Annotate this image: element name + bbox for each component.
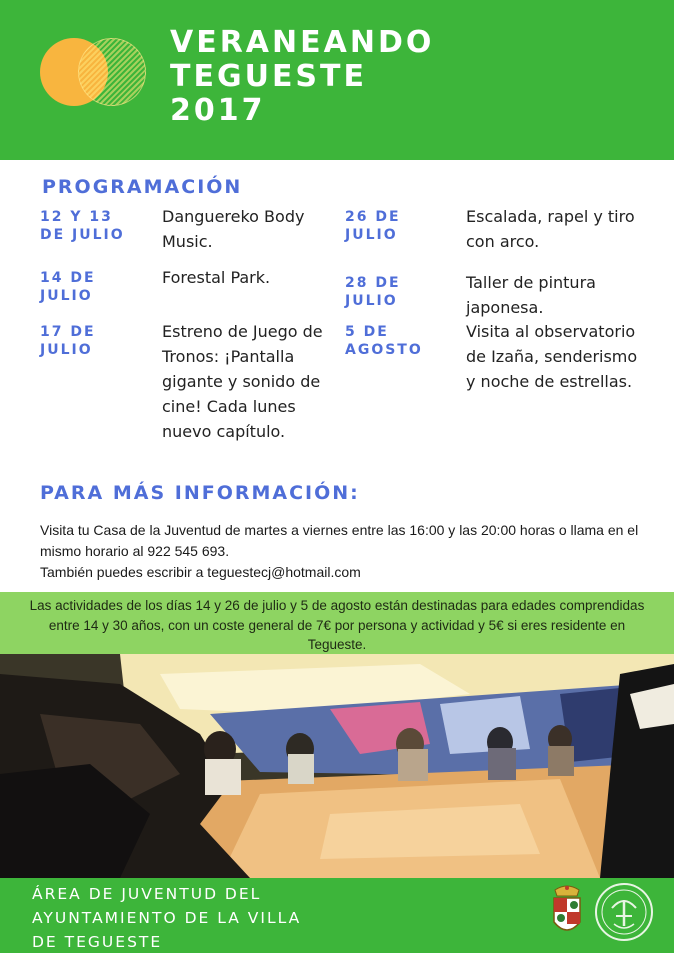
event-taller-pintura: Taller de pintura japonesa. — [466, 273, 596, 317]
youth-center-seal-icon — [592, 880, 656, 944]
logo-circle-hatched-icon — [78, 38, 146, 106]
date-28-julio: 28 DE JULIO — [345, 275, 401, 309]
event-photo — [0, 654, 674, 878]
event-forestal-park: Forestal Park. — [162, 268, 271, 287]
pricing-notice: Las actividades de los días 14 y 26 de julio y 5 de agosto están destinadas para edades comprendidas entre 14 y 30 años, con un coste general de 7€ por persona y actividad y 5€ si eres residente en Tegueste. — [0, 592, 674, 654]
date-5-agosto: 5 DE AGOSTO — [345, 324, 423, 358]
footer-line-1: ÁREA DE JUVENTUD DEL — [32, 885, 262, 903]
title-line-2: TEGUESTE — [170, 59, 367, 94]
title-line-3: 2017 — [170, 93, 266, 128]
footer-line-2: AYUNTAMIENTO DE LA VILLA — [32, 909, 302, 927]
municipal-crest-icon — [550, 882, 584, 942]
info-text — [40, 520, 650, 583]
date-26-julio: 26 DE JULIO — [345, 209, 401, 243]
programacion-heading: PROGRAMACIÓN — [42, 176, 243, 198]
title-line-1: VERANEANDO — [170, 25, 435, 60]
event-juego-de-tronos: Estreno de Juego de Tronos: ¡Pantalla gigante y sonido de cine! Cada lunes nuevo capítulo. — [162, 322, 323, 441]
event-danguereko: Danguereko Body Music. — [162, 207, 305, 251]
poster-title — [170, 26, 434, 128]
event-observatorio: Visita al observatorio de Izaña, senderismo y noche de estrellas. — [466, 322, 638, 391]
footer-line-3: DE TEGUESTE — [32, 933, 163, 951]
date-17-julio: 17 DE JULIO — [40, 324, 96, 358]
date-12-13-julio: 12 Y 13 DE JULIO — [40, 209, 125, 243]
event-escalada: Escalada, rapel y tiro con arco. — [466, 207, 635, 251]
info-line-email: También puedes escribir a teguestecj@hotmail.com — [40, 564, 361, 580]
date-14-julio: 14 DE JULIO — [40, 270, 96, 304]
info-heading: PARA MÁS INFORMACIÓN: — [40, 482, 360, 504]
info-line-visit: Visita tu Casa de la Juventud de martes a viernes entre las 16:00 y las 20:00 horas o llama en el mismo horario al 922 545 693. — [40, 522, 639, 559]
footer-organization — [32, 882, 301, 954]
